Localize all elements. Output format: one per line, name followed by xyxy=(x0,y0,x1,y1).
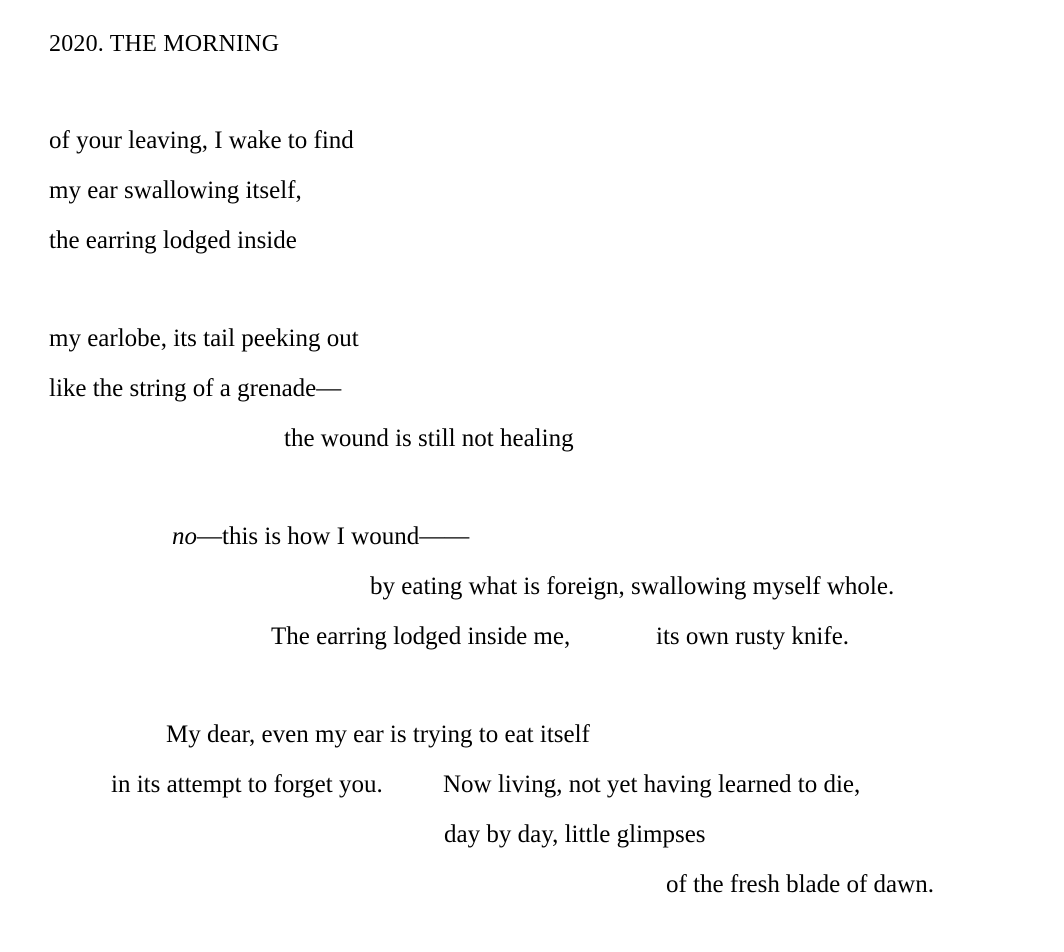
poem-line: in its attempt to forget you. xyxy=(111,771,383,798)
poem-line-text: —this is how I wound—— xyxy=(197,523,470,550)
poem-line: my ear swallowing itself, xyxy=(49,177,302,204)
poem-line: by eating what is foreign, swallowing myself whole. xyxy=(370,573,895,600)
poem-line: of your leaving, I wake to find xyxy=(49,127,354,154)
poem-line: My dear, even my ear is trying to eat itself xyxy=(166,721,590,748)
poem-line: like the string of a grenade— xyxy=(49,375,342,402)
poem-line: Now living, not yet having learned to die, xyxy=(443,771,861,798)
poem-line: of the fresh blade of dawn. xyxy=(666,871,934,898)
poem-line: day by day, little glimpses xyxy=(444,821,706,848)
poem-line xyxy=(172,522,469,552)
poem-line: the wound is still not healing xyxy=(284,425,574,452)
poem-line: its own rusty knife. xyxy=(656,623,850,650)
poem-line: my earlobe, its tail peeking out xyxy=(49,325,359,352)
poem-line: The earring lodged inside me, xyxy=(271,623,571,650)
poem-line: the earring lodged inside xyxy=(49,227,297,254)
poem-title: 2020. THE MORNING xyxy=(49,31,280,57)
italic-word: no xyxy=(172,523,197,550)
